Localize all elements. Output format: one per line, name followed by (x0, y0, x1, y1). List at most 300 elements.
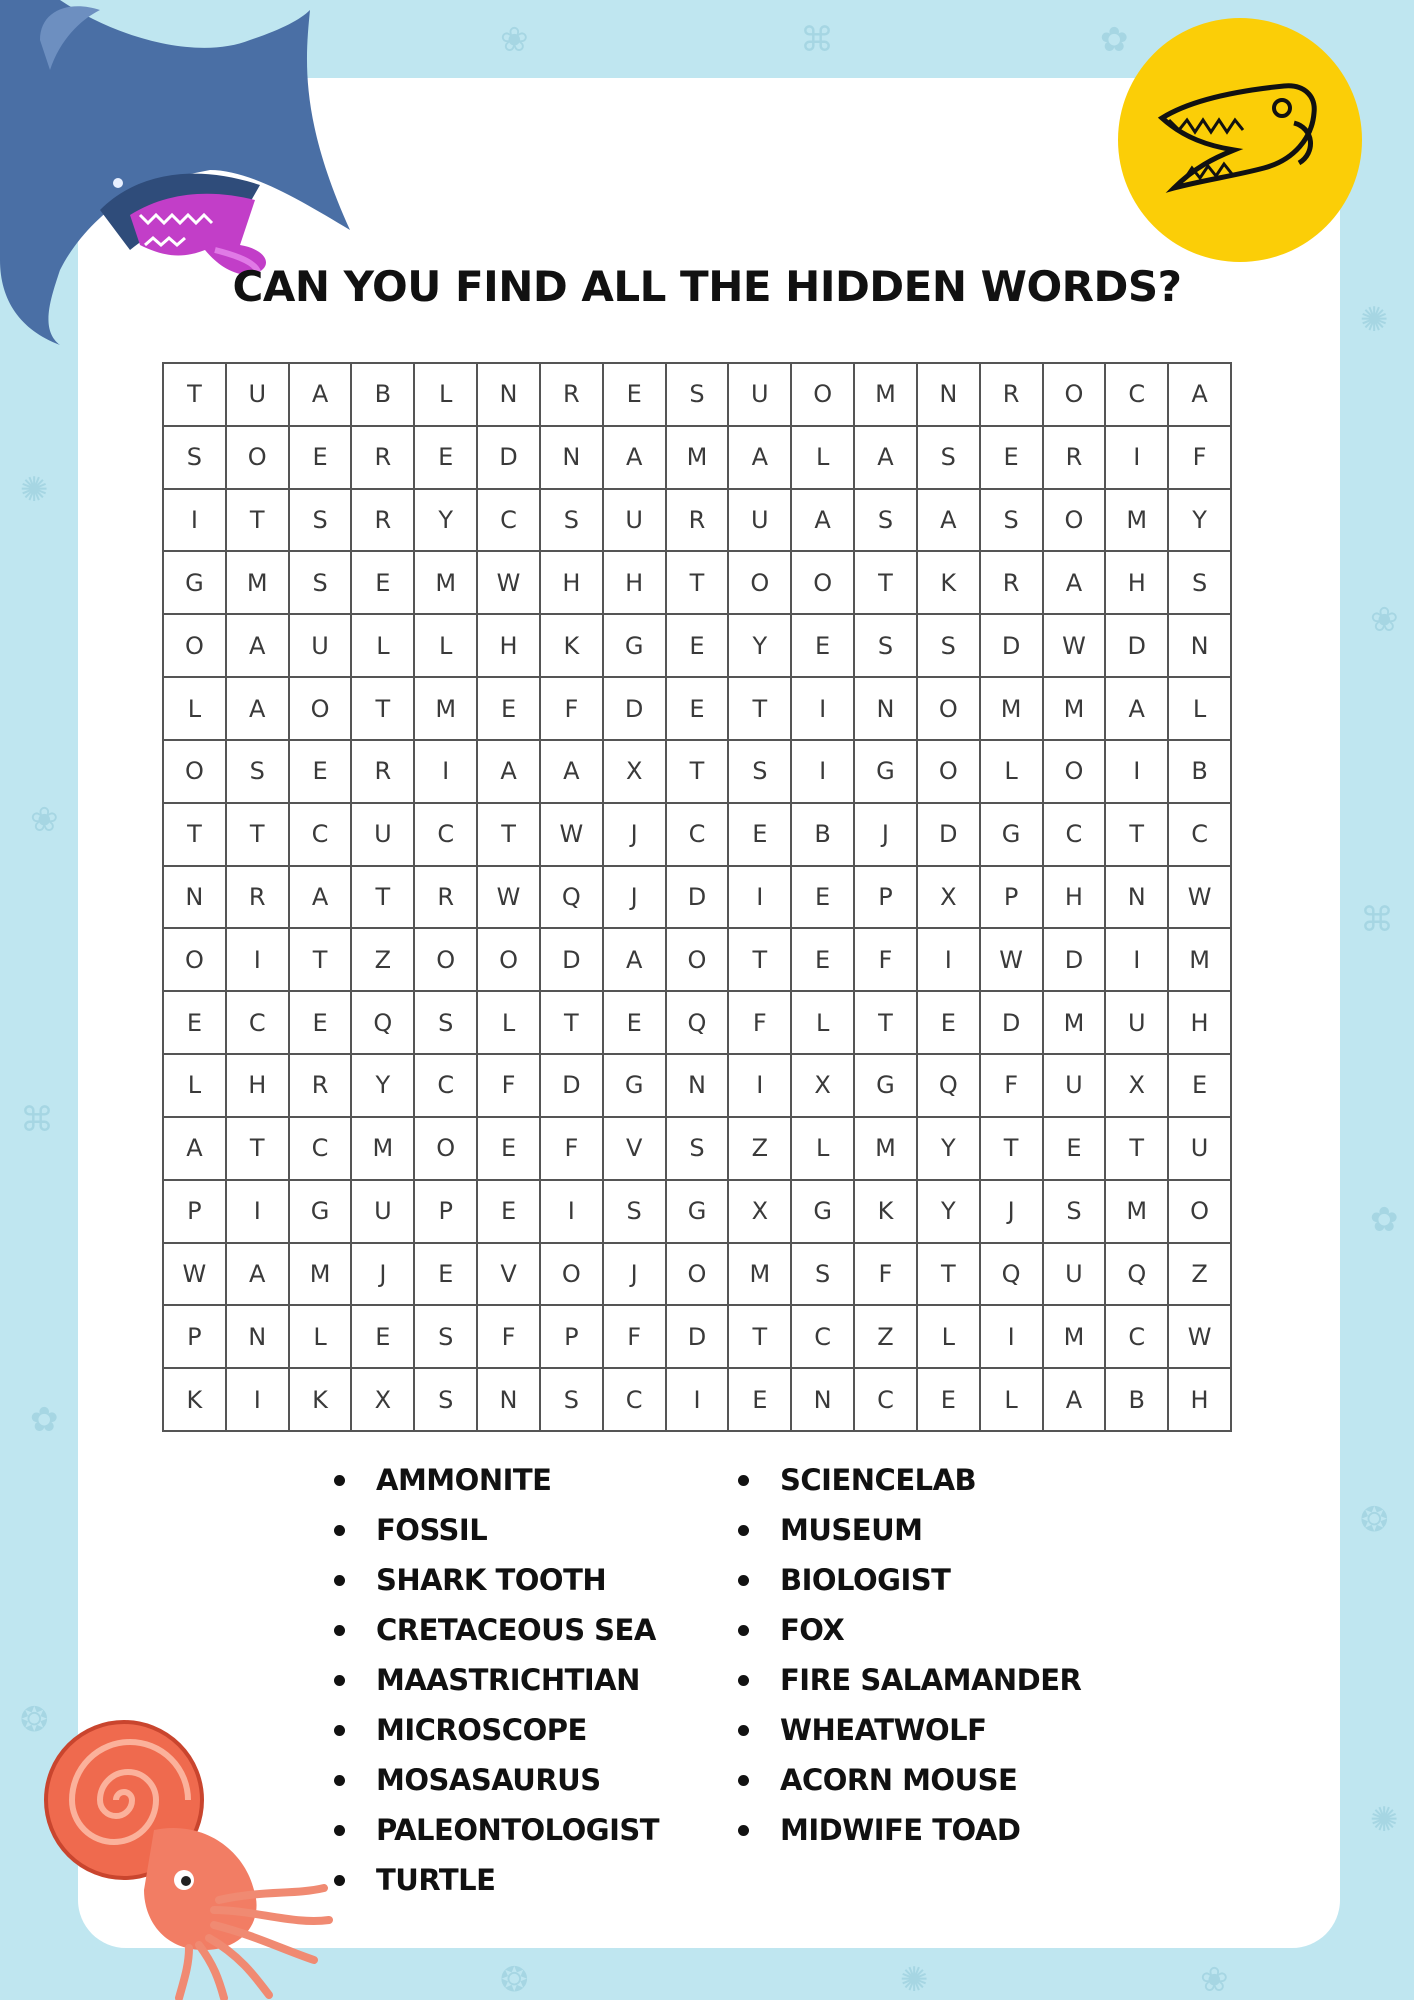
grid-cell[interactable]: J (604, 1244, 667, 1307)
grid-cell[interactable]: S (855, 615, 918, 678)
grid-cell[interactable]: E (918, 1369, 981, 1432)
grid-cell[interactable]: T (164, 364, 227, 427)
grid-cell[interactable]: T (855, 552, 918, 615)
grid-cell[interactable]: R (227, 867, 290, 930)
grid-cell[interactable]: D (667, 867, 730, 930)
grid-cell[interactable]: I (667, 1369, 730, 1432)
grid-cell[interactable]: R (290, 1055, 353, 1118)
grid-cell[interactable]: D (1044, 929, 1107, 992)
grid-cell[interactable]: O (1044, 490, 1107, 553)
grid-cell[interactable]: F (541, 1118, 604, 1181)
grid-cell[interactable]: A (164, 1118, 227, 1181)
grid-cell[interactable]: C (415, 804, 478, 867)
grid-cell[interactable]: J (855, 804, 918, 867)
grid-cell[interactable]: A (918, 490, 981, 553)
grid-cell[interactable]: E (290, 741, 353, 804)
grid-cell[interactable]: C (478, 490, 541, 553)
grid-cell[interactable]: Q (981, 1244, 1044, 1307)
grid-cell[interactable]: R (415, 867, 478, 930)
grid-cell[interactable]: S (290, 552, 353, 615)
grid-cell[interactable]: W (1169, 867, 1232, 930)
grid-cell[interactable]: E (478, 1118, 541, 1181)
grid-cell[interactable]: M (290, 1244, 353, 1307)
grid-cell[interactable]: A (792, 490, 855, 553)
grid-cell[interactable]: E (290, 992, 353, 1055)
grid-cell[interactable]: E (1044, 1118, 1107, 1181)
grid-cell[interactable]: E (604, 364, 667, 427)
grid-cell[interactable]: C (1106, 364, 1169, 427)
grid-cell[interactable]: A (729, 427, 792, 490)
grid-cell[interactable]: U (352, 1181, 415, 1244)
grid-cell[interactable]: S (604, 1181, 667, 1244)
grid-cell[interactable]: W (541, 804, 604, 867)
grid-cell[interactable]: T (352, 867, 415, 930)
grid-cell[interactable]: S (729, 741, 792, 804)
grid-cell[interactable]: E (729, 804, 792, 867)
grid-cell[interactable]: Y (918, 1181, 981, 1244)
grid-cell[interactable]: I (918, 929, 981, 992)
grid-cell[interactable]: F (478, 1055, 541, 1118)
grid-cell[interactable]: T (227, 490, 290, 553)
grid-cell[interactable]: O (792, 552, 855, 615)
grid-cell[interactable]: W (478, 867, 541, 930)
grid-cell[interactable]: G (604, 1055, 667, 1118)
grid-cell[interactable]: C (792, 1306, 855, 1369)
grid-cell[interactable]: L (290, 1306, 353, 1369)
grid-cell[interactable]: S (918, 427, 981, 490)
grid-cell[interactable]: J (352, 1244, 415, 1307)
grid-cell[interactable]: P (164, 1181, 227, 1244)
grid-cell[interactable]: E (918, 992, 981, 1055)
grid-cell[interactable]: C (415, 1055, 478, 1118)
word-label: SHARK TOOTH (376, 1563, 607, 1597)
grid-cell[interactable]: X (352, 1369, 415, 1432)
grid-cell[interactable]: C (1106, 1306, 1169, 1369)
grid-cell[interactable]: C (604, 1369, 667, 1432)
grid-cell[interactable]: A (1106, 678, 1169, 741)
grid-cell[interactable]: G (855, 741, 918, 804)
grid-cell[interactable]: P (541, 1306, 604, 1369)
grid-cell[interactable]: T (164, 804, 227, 867)
grid-cell[interactable]: N (227, 1306, 290, 1369)
grid-cell[interactable]: Q (1106, 1244, 1169, 1307)
grid-cell[interactable]: Q (541, 867, 604, 930)
grid-cell[interactable]: Y (415, 490, 478, 553)
grid-cell[interactable]: E (729, 1369, 792, 1432)
grid-cell[interactable]: J (604, 867, 667, 930)
grid-cell[interactable]: O (227, 427, 290, 490)
grid-cell[interactable]: I (227, 1181, 290, 1244)
grid-cell[interactable]: L (164, 1055, 227, 1118)
grid-cell[interactable]: H (541, 552, 604, 615)
grid-cell[interactable]: E (604, 992, 667, 1055)
grid-cell[interactable]: L (792, 1118, 855, 1181)
fossil-motif-icon: ✿ (30, 1400, 59, 1440)
grid-cell[interactable]: S (541, 1369, 604, 1432)
grid-cell[interactable]: O (164, 615, 227, 678)
grid-cell[interactable]: M (1044, 992, 1107, 1055)
grid-cell[interactable]: H (604, 552, 667, 615)
grid-cell[interactable]: A (227, 615, 290, 678)
grid-cell[interactable]: K (290, 1369, 353, 1432)
grid-cell[interactable]: N (164, 867, 227, 930)
grid-cell[interactable]: U (1044, 1244, 1107, 1307)
grid-cell[interactable]: B (352, 364, 415, 427)
grid-cell[interactable]: E (290, 427, 353, 490)
grid-cell[interactable]: O (918, 741, 981, 804)
grid-cell[interactable]: L (478, 992, 541, 1055)
grid-cell[interactable]: S (855, 490, 918, 553)
grid-cell[interactable]: M (415, 678, 478, 741)
grid-cell[interactable]: T (981, 1118, 1044, 1181)
grid-cell[interactable]: R (352, 490, 415, 553)
grid-cell[interactable]: I (415, 741, 478, 804)
grid-cell[interactable]: K (541, 615, 604, 678)
grid-cell[interactable]: R (1044, 427, 1107, 490)
grid-cell[interactable]: M (667, 427, 730, 490)
grid-cell[interactable]: L (415, 364, 478, 427)
grid-cell[interactable]: M (227, 552, 290, 615)
grid-cell[interactable]: O (792, 364, 855, 427)
grid-cell[interactable]: U (227, 364, 290, 427)
grid-cell[interactable]: D (981, 615, 1044, 678)
grid-cell[interactable]: T (729, 929, 792, 992)
grid-cell[interactable]: G (981, 804, 1044, 867)
grid-cell[interactable]: M (729, 1244, 792, 1307)
grid-cell[interactable]: N (478, 1369, 541, 1432)
grid-cell[interactable]: C (855, 1369, 918, 1432)
grid-cell[interactable]: K (855, 1181, 918, 1244)
grid-cell[interactable]: S (918, 615, 981, 678)
grid-cell[interactable]: T (227, 804, 290, 867)
grid-cell[interactable]: L (918, 1306, 981, 1369)
fossil-motif-icon: ⌘ (20, 1100, 54, 1140)
grid-cell[interactable]: O (1044, 741, 1107, 804)
grid-cell[interactable]: T (290, 929, 353, 992)
grid-cell[interactable]: N (792, 1369, 855, 1432)
grid-cell[interactable]: C (667, 804, 730, 867)
grid-cell[interactable]: K (164, 1369, 227, 1432)
grid-cell[interactable]: A (541, 741, 604, 804)
grid-cell[interactable]: T (541, 992, 604, 1055)
grid-cell[interactable]: Y (729, 615, 792, 678)
grid-cell[interactable]: E (478, 678, 541, 741)
grid-cell[interactable]: U (1169, 1118, 1232, 1181)
grid-cell[interactable]: M (1106, 1181, 1169, 1244)
grid-cell[interactable]: X (792, 1055, 855, 1118)
grid-cell[interactable]: S (227, 741, 290, 804)
grid-cell[interactable]: W (981, 929, 1044, 992)
grid-cell[interactable]: W (1044, 615, 1107, 678)
grid-cell[interactable]: H (1044, 867, 1107, 930)
grid-cell[interactable]: V (478, 1244, 541, 1307)
grid-cell[interactable]: T (855, 992, 918, 1055)
grid-cell[interactable]: R (541, 364, 604, 427)
grid-cell[interactable]: E (792, 615, 855, 678)
grid-cell[interactable]: S (1044, 1181, 1107, 1244)
grid-cell[interactable]: Y (1169, 490, 1232, 553)
grid-cell[interactable]: B (1169, 741, 1232, 804)
grid-cell[interactable]: P (855, 867, 918, 930)
grid-cell[interactable]: Z (855, 1306, 918, 1369)
grid-cell[interactable]: B (1106, 1369, 1169, 1432)
grid-cell[interactable]: N (667, 1055, 730, 1118)
grid-cell[interactable]: R (352, 741, 415, 804)
grid-cell[interactable]: O (667, 1244, 730, 1307)
grid-cell[interactable]: L (792, 992, 855, 1055)
grid-cell[interactable]: F (729, 992, 792, 1055)
grid-cell[interactable]: S (981, 490, 1044, 553)
grid-cell[interactable]: D (478, 427, 541, 490)
grid-cell[interactable]: I (1106, 427, 1169, 490)
grid-cell[interactable]: D (604, 678, 667, 741)
grid-cell[interactable]: I (1106, 929, 1169, 992)
grid-cell[interactable]: X (1106, 1055, 1169, 1118)
grid-cell[interactable]: I (541, 1181, 604, 1244)
grid-cell[interactable]: G (667, 1181, 730, 1244)
grid-cell[interactable]: F (478, 1306, 541, 1369)
grid-cell[interactable]: I (164, 490, 227, 553)
grid-cell[interactable]: W (164, 1244, 227, 1307)
grid-cell[interactable]: E (792, 867, 855, 930)
grid-cell[interactable]: M (415, 552, 478, 615)
grid-cell[interactable]: Q (352, 992, 415, 1055)
grid-cell[interactable]: A (1044, 552, 1107, 615)
grid-cell[interactable]: J (604, 804, 667, 867)
grid-cell[interactable]: A (227, 678, 290, 741)
grid-cell[interactable]: E (415, 1244, 478, 1307)
grid-cell[interactable]: A (604, 929, 667, 992)
grid-cell[interactable]: M (1044, 1306, 1107, 1369)
grid-cell[interactable]: S (415, 992, 478, 1055)
grid-cell[interactable]: T (1106, 804, 1169, 867)
grid-cell[interactable]: V (604, 1118, 667, 1181)
grid-cell[interactable]: S (792, 1244, 855, 1307)
grid-cell[interactable]: I (227, 1369, 290, 1432)
grid-cell[interactable]: N (855, 678, 918, 741)
grid-cell[interactable]: B (792, 804, 855, 867)
grid-cell[interactable]: E (667, 678, 730, 741)
fossil-motif-icon: ❂ (20, 1700, 49, 1740)
page-title: CAN YOU FIND ALL THE HIDDEN WORDS? (232, 262, 1182, 311)
grid-cell[interactable]: M (981, 678, 1044, 741)
grid-cell[interactable]: A (478, 741, 541, 804)
grid-cell[interactable]: E (667, 615, 730, 678)
grid-cell[interactable]: S (667, 364, 730, 427)
grid-cell[interactable]: M (1106, 490, 1169, 553)
grid-cell[interactable]: P (164, 1306, 227, 1369)
grid-cell[interactable]: C (290, 804, 353, 867)
grid-cell[interactable]: N (1106, 867, 1169, 930)
grid-cell[interactable]: U (1044, 1055, 1107, 1118)
grid-cell[interactable]: R (667, 490, 730, 553)
grid-cell[interactable]: P (981, 867, 1044, 930)
grid-cell[interactable]: S (290, 490, 353, 553)
grid-cell[interactable]: T (729, 1306, 792, 1369)
grid-cell[interactable]: I (227, 929, 290, 992)
grid-cell[interactable]: F (981, 1055, 1044, 1118)
grid-cell[interactable]: F (541, 678, 604, 741)
grid-cell[interactable]: D (667, 1306, 730, 1369)
grid-cell[interactable]: O (415, 1118, 478, 1181)
grid-cell[interactable]: X (918, 867, 981, 930)
grid-cell[interactable]: U (729, 364, 792, 427)
grid-cell[interactable]: I (729, 1055, 792, 1118)
grid-cell[interactable]: O (1044, 364, 1107, 427)
grid-cell[interactable]: U (729, 490, 792, 553)
grid-cell[interactable]: T (1106, 1118, 1169, 1181)
grid-cell[interactable]: E (352, 1306, 415, 1369)
grid-cell[interactable]: O (164, 741, 227, 804)
grid-cell[interactable]: L (792, 427, 855, 490)
fossil-motif-icon: ❂ (500, 1960, 529, 2000)
grid-cell[interactable]: W (478, 552, 541, 615)
grid-cell[interactable]: T (352, 678, 415, 741)
grid-cell[interactable]: Q (667, 992, 730, 1055)
grid-cell[interactable]: D (541, 929, 604, 992)
bullet-icon (738, 1775, 749, 1786)
grid-cell[interactable]: A (227, 1244, 290, 1307)
grid-cell[interactable]: D (541, 1055, 604, 1118)
grid-cell[interactable]: S (415, 1369, 478, 1432)
grid-cell[interactable]: S (541, 490, 604, 553)
grid-cell[interactable]: E (415, 427, 478, 490)
grid-cell[interactable]: E (792, 929, 855, 992)
bullet-icon (334, 1475, 345, 1486)
grid-cell[interactable]: K (918, 552, 981, 615)
grid-cell[interactable]: G (164, 552, 227, 615)
grid-cell[interactable]: O (290, 678, 353, 741)
word-label: MAASTRICHTIAN (376, 1663, 640, 1697)
grid-cell[interactable]: S (415, 1306, 478, 1369)
grid-cell[interactable]: C (1044, 804, 1107, 867)
grid-cell[interactable]: I (981, 1306, 1044, 1369)
grid-cell[interactable]: L (1169, 678, 1232, 741)
grid-cell[interactable]: Z (352, 929, 415, 992)
grid-cell[interactable]: D (981, 992, 1044, 1055)
grid-cell[interactable]: I (729, 867, 792, 930)
grid-cell[interactable]: T (729, 678, 792, 741)
grid-cell[interactable]: E (1169, 1055, 1232, 1118)
grid-cell[interactable]: F (855, 929, 918, 992)
grid-cell[interactable]: E (352, 552, 415, 615)
grid-cell[interactable]: R (981, 552, 1044, 615)
grid-cell[interactable]: S (1169, 552, 1232, 615)
grid-cell[interactable]: J (981, 1181, 1044, 1244)
grid-cell[interactable]: A (290, 867, 353, 930)
grid-cell[interactable]: O (1169, 1181, 1232, 1244)
grid-cell[interactable]: Z (729, 1118, 792, 1181)
grid-cell[interactable]: X (604, 741, 667, 804)
grid-cell[interactable]: U (352, 804, 415, 867)
grid-cell[interactable]: C (290, 1118, 353, 1181)
grid-cell[interactable]: O (667, 929, 730, 992)
grid-cell[interactable]: L (164, 678, 227, 741)
grid-cell[interactable]: H (478, 615, 541, 678)
bullet-icon (738, 1725, 749, 1736)
grid-cell[interactable]: R (981, 364, 1044, 427)
grid-cell[interactable]: X (729, 1181, 792, 1244)
grid-cell[interactable]: D (1106, 615, 1169, 678)
grid-cell[interactable]: O (541, 1244, 604, 1307)
grid-cell[interactable]: T (667, 741, 730, 804)
grid-cell[interactable]: A (855, 427, 918, 490)
grid-cell[interactable]: C (227, 992, 290, 1055)
grid-cell[interactable]: T (667, 552, 730, 615)
grid-cell[interactable]: U (604, 490, 667, 553)
grid-cell[interactable]: N (1169, 615, 1232, 678)
grid-cell[interactable]: I (792, 741, 855, 804)
grid-cell[interactable]: A (290, 364, 353, 427)
grid-cell[interactable]: T (918, 1244, 981, 1307)
grid-cell[interactable]: M (855, 364, 918, 427)
grid-cell[interactable]: I (792, 678, 855, 741)
grid-cell[interactable]: Y (918, 1118, 981, 1181)
grid-cell[interactable]: E (164, 992, 227, 1055)
grid-cell[interactable]: G (604, 615, 667, 678)
grid-cell[interactable]: W (1169, 1306, 1232, 1369)
grid-cell[interactable]: A (604, 427, 667, 490)
grid-cell[interactable]: T (478, 804, 541, 867)
grid-cell[interactable]: G (290, 1181, 353, 1244)
grid-cell[interactable]: N (541, 427, 604, 490)
grid-cell[interactable]: I (1106, 741, 1169, 804)
grid-cell[interactable]: U (1106, 992, 1169, 1055)
grid-cell[interactable]: O (415, 929, 478, 992)
grid-cell[interactable]: F (1169, 427, 1232, 490)
grid-cell[interactable]: O (478, 929, 541, 992)
grid-cell[interactable]: H (1106, 552, 1169, 615)
grid-cell[interactable]: T (227, 1118, 290, 1181)
grid-cell[interactable]: H (1169, 1369, 1232, 1432)
grid-cell[interactable]: L (415, 615, 478, 678)
grid-cell[interactable]: O (729, 552, 792, 615)
grid-cell[interactable]: A (1169, 364, 1232, 427)
grid-cell[interactable]: G (855, 1055, 918, 1118)
grid-cell[interactable]: A (1044, 1369, 1107, 1432)
grid-cell[interactable]: L (352, 615, 415, 678)
grid-cell[interactable]: G (792, 1181, 855, 1244)
grid-cell[interactable]: N (478, 364, 541, 427)
grid-cell[interactable]: E (478, 1181, 541, 1244)
grid-cell[interactable]: C (1169, 804, 1232, 867)
grid-cell[interactable]: S (667, 1118, 730, 1181)
grid-cell[interactable]: M (352, 1118, 415, 1181)
grid-cell[interactable]: U (290, 615, 353, 678)
grid-cell[interactable]: M (1044, 678, 1107, 741)
grid-cell[interactable]: H (227, 1055, 290, 1118)
grid-cell[interactable]: Q (918, 1055, 981, 1118)
grid-cell[interactable]: O (164, 929, 227, 992)
grid-cell[interactable]: N (918, 364, 981, 427)
grid-cell[interactable]: F (604, 1306, 667, 1369)
grid-cell[interactable]: R (352, 427, 415, 490)
grid-cell[interactable]: M (855, 1118, 918, 1181)
grid-cell[interactable]: F (855, 1244, 918, 1307)
grid-cell[interactable]: P (415, 1181, 478, 1244)
grid-cell[interactable]: Z (1169, 1244, 1232, 1307)
grid-cell[interactable]: L (981, 741, 1044, 804)
grid-cell[interactable]: S (164, 427, 227, 490)
grid-cell[interactable]: L (981, 1369, 1044, 1432)
grid-cell[interactable]: Y (352, 1055, 415, 1118)
grid-cell[interactable]: O (918, 678, 981, 741)
word-search-grid (162, 362, 1232, 1432)
grid-cell[interactable]: E (981, 427, 1044, 490)
grid-cell[interactable]: M (1169, 929, 1232, 992)
grid-cell[interactable]: D (918, 804, 981, 867)
grid-cell[interactable]: H (1169, 992, 1232, 1055)
